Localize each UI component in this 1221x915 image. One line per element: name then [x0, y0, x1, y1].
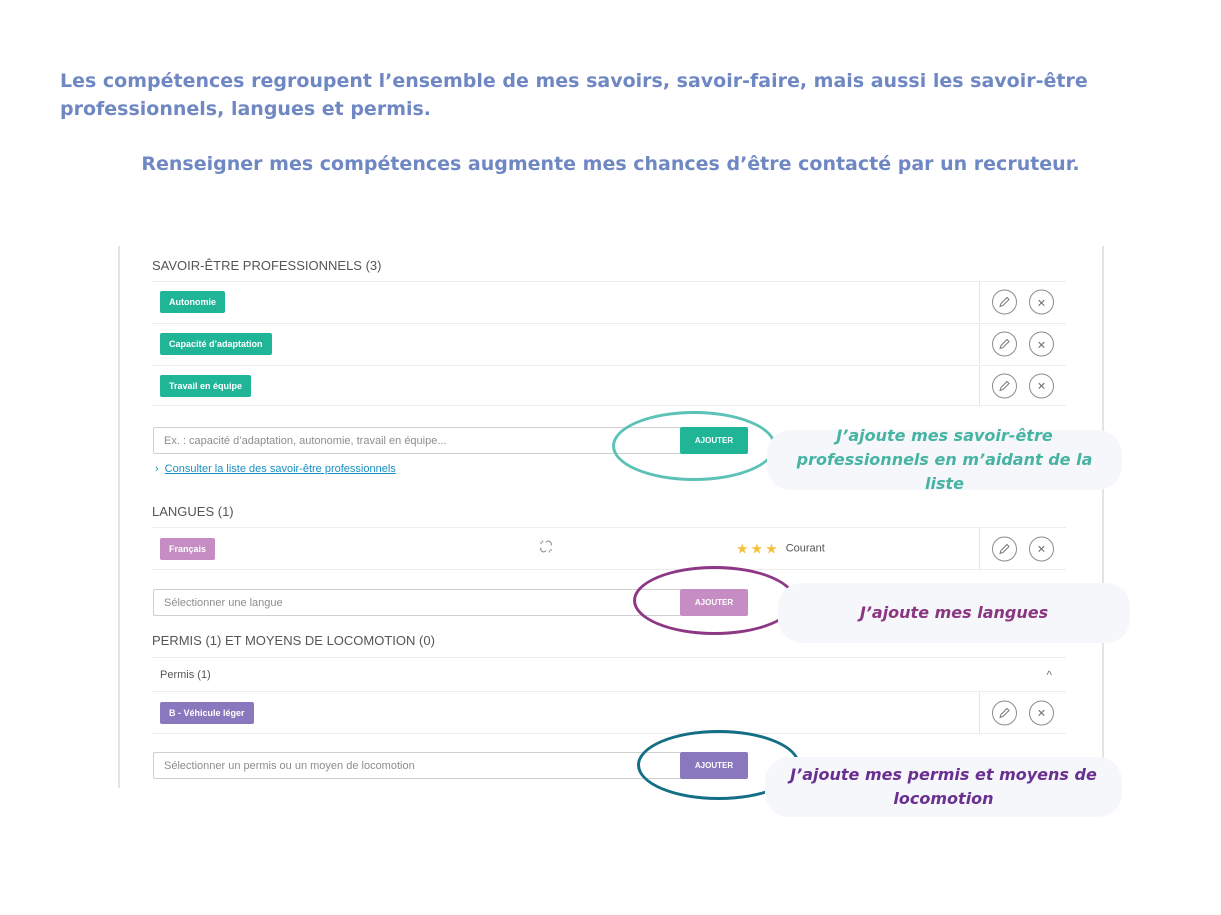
unlink-icon: [537, 537, 555, 560]
row-actions: [979, 528, 1066, 569]
edit-button[interactable]: [992, 536, 1017, 561]
language-input-wrap: [153, 589, 681, 616]
permis-group-label: Permis (1): [160, 668, 211, 681]
chevron-up-icon[interactable]: ^: [1046, 667, 1052, 682]
close-icon: ×: [1037, 377, 1046, 394]
row-actions: [979, 282, 1066, 322]
pencil-icon: [998, 379, 1011, 392]
delete-button[interactable]: [1029, 700, 1054, 725]
edit-button[interactable]: [992, 332, 1017, 357]
delete-button[interactable]: [1029, 290, 1054, 315]
callout-permis: J’ajoute mes permis et moyens de locomotion: [765, 757, 1122, 817]
savoir-etre-input[interactable]: [154, 428, 680, 453]
permis-tag: B - Véhicule léger: [160, 702, 254, 724]
permis-row: [152, 691, 1066, 734]
row-actions: [979, 692, 1066, 733]
savoir-etre-list-link-text[interactable]: Consulter la liste des savoir-être professionnels: [164, 463, 396, 475]
delete-button[interactable]: [1029, 332, 1054, 357]
permis-input[interactable]: [154, 753, 680, 778]
section-title-savoir-etre: SAVOIR-ÊTRE PROFESSIONNELS (3): [152, 258, 382, 273]
section-title-permis: PERMIS (1) ET MOYENS DE LOCOMOTION (0): [152, 633, 435, 648]
savoir-etre-input-wrap: [153, 427, 681, 454]
delete-button[interactable]: [1029, 536, 1054, 561]
pencil-icon: [998, 338, 1011, 351]
skill-tag: Autonomie: [160, 291, 225, 313]
callout-savoir-etre: J’ajoute mes savoir-être professionnels en m’aidant de la liste: [767, 430, 1122, 490]
language-row: [152, 527, 1066, 570]
close-icon: ×: [1037, 540, 1046, 557]
skill-tag: Capacité d’adaptation: [160, 333, 272, 355]
skill-row: [152, 281, 1066, 322]
pencil-icon: [998, 706, 1011, 719]
row-actions: [979, 324, 1066, 364]
highlight-ring-langues: [633, 566, 796, 635]
edit-button[interactable]: [992, 700, 1017, 725]
add-permis-button[interactable]: AJOUTER: [680, 752, 748, 779]
star-icon: ★: [736, 540, 749, 556]
intro-text: Les compétences regroupent l’ensemble de mes savoirs, savoir-faire, mais aussi les savoir-être professionnels, langues et permis.: [60, 70, 1088, 120]
pencil-icon: [998, 542, 1011, 555]
permis-input-wrap: [153, 752, 681, 779]
language-input[interactable]: [154, 590, 680, 615]
edit-button[interactable]: [992, 373, 1017, 398]
row-actions: [979, 366, 1066, 405]
chevron-right-icon: ›: [155, 463, 159, 475]
section-title-langues: LANGUES (1): [152, 504, 234, 519]
close-icon: ×: [1037, 294, 1046, 310]
savoir-etre-list-link[interactable]: [155, 463, 396, 475]
pencil-icon: [998, 296, 1011, 309]
skill-tag: Travail en équipe: [160, 375, 251, 397]
close-icon: ×: [1037, 336, 1046, 352]
intro-subtext: Renseigner mes compétences augmente mes chances d’être contacté par un recruteur.: [141, 153, 1080, 175]
highlight-ring-savoir-etre: [612, 411, 776, 481]
permis-group-header[interactable]: [152, 657, 1066, 691]
language-level-label: Courant: [785, 542, 825, 555]
star-icon: ★: [750, 540, 764, 556]
skill-row: [152, 365, 1066, 406]
delete-button[interactable]: [1029, 373, 1054, 398]
close-icon: ×: [1037, 704, 1046, 721]
skill-row: [152, 323, 1066, 364]
language-level: [736, 540, 825, 557]
edit-button[interactable]: [992, 290, 1017, 315]
add-savoir-etre-button[interactable]: AJOUTER: [680, 427, 748, 454]
language-tag: Français: [160, 538, 215, 560]
callout-langues: J’ajoute mes langues: [778, 583, 1130, 643]
add-language-button[interactable]: AJOUTER: [680, 589, 748, 616]
star-icon: ★: [765, 540, 778, 556]
